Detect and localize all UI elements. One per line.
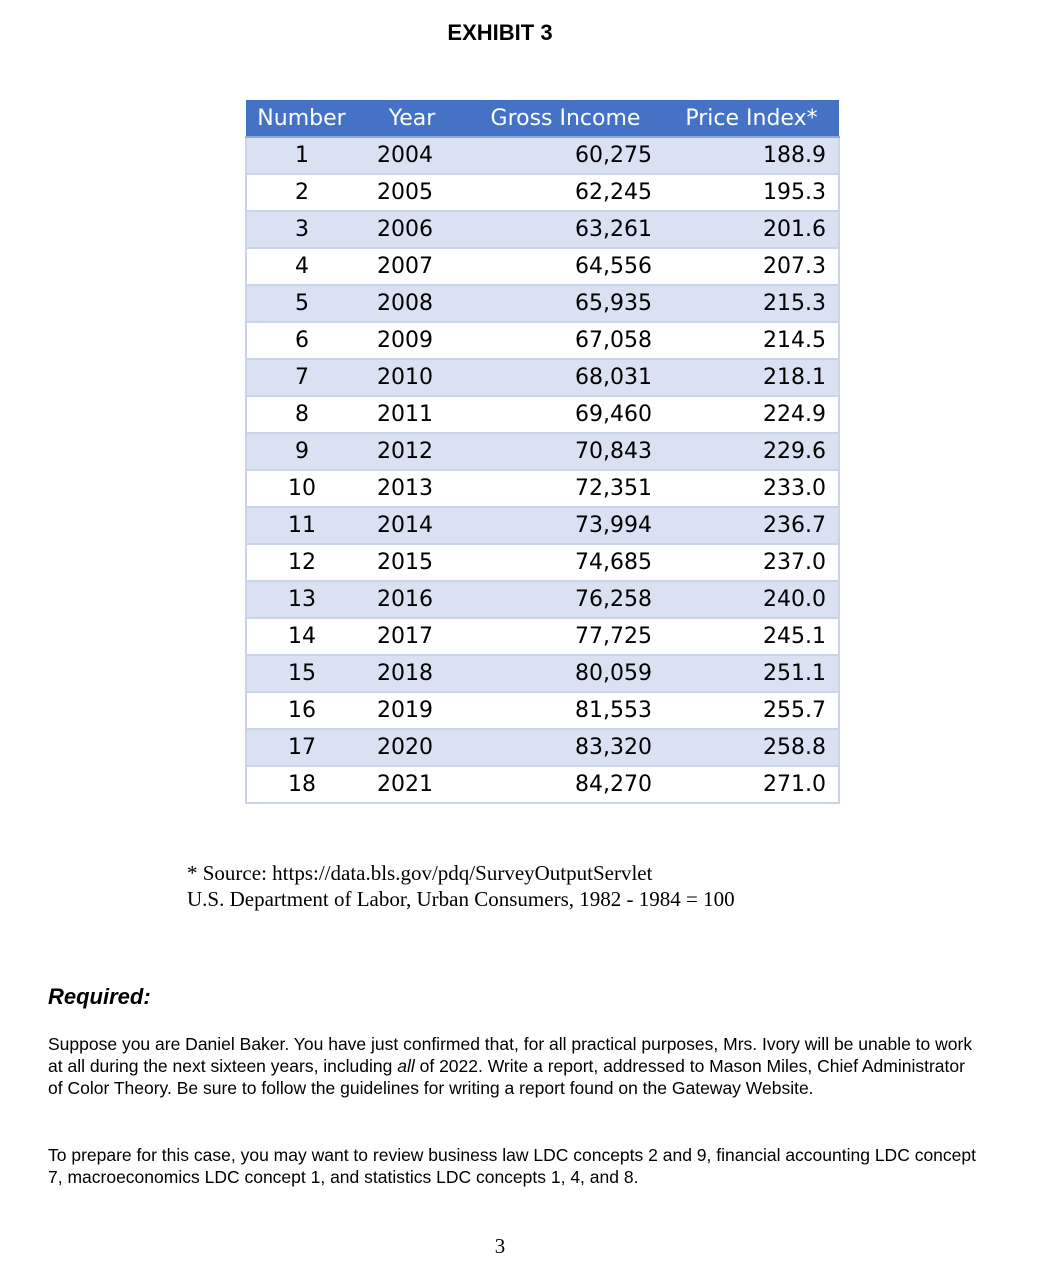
row-gross-income-cell: 68,031 [467,359,664,396]
row-year-cell: 2009 [357,322,467,359]
row-number-cell: 11 [246,507,357,544]
row-year-cell: 2006 [357,211,467,248]
row-gross-income-cell: 76,258 [467,581,664,618]
table-row [246,285,839,322]
row-gross-income-cell: 83,320 [467,729,664,766]
row-year-cell: 2018 [357,655,467,692]
row-year-cell: 2020 [357,729,467,766]
row-number-cell: 9 [246,433,357,470]
exhibit-title: EXHIBIT 3 [447,20,553,45]
table-row [246,211,839,248]
row-year-cell: 2011 [357,396,467,433]
row-price-index-cell: 236.7 [664,507,839,544]
row-gross-income-cell: 62,245 [467,174,664,211]
row-year-cell: 2015 [357,544,467,581]
row-year-cell: 2019 [357,692,467,729]
table-row [246,470,839,507]
row-gross-income-cell: 64,556 [467,248,664,285]
table-row [246,766,839,803]
row-price-index-cell: 195.3 [664,174,839,211]
row-price-index-cell: 240.0 [664,581,839,618]
row-year-cell: 2004 [357,137,467,174]
required-heading: Required: [48,984,151,1009]
row-price-index-cell: 233.0 [664,470,839,507]
row-price-index-cell: 245.1 [664,618,839,655]
row-number-cell: 1 [246,137,357,174]
row-number-cell: 10 [246,470,357,507]
row-gross-income-cell: 69,460 [467,396,664,433]
header-gross-income: Gross Income [467,100,664,137]
table-row [246,322,839,359]
table-row [246,174,839,211]
row-number-cell: 2 [246,174,357,211]
row-number-cell: 18 [246,766,357,803]
table-row [246,544,839,581]
row-price-index-cell: 237.0 [664,544,839,581]
row-number-cell: 17 [246,729,357,766]
row-gross-income-cell: 60,275 [467,137,664,174]
row-price-index-cell: 271.0 [664,766,839,803]
row-number-cell: 13 [246,581,357,618]
source-line-2: U.S. Department of Labor, Urban Consumers, 1982 - 1984 = 100 [187,887,735,911]
row-year-cell: 2013 [357,470,467,507]
row-price-index-cell: 207.3 [664,248,839,285]
row-gross-income-cell: 70,843 [467,433,664,470]
row-year-cell: 2010 [357,359,467,396]
page-number: 3 [494,1234,506,1258]
source-line-1: * Source: https://data.bls.gov/pdq/SurveyOutputServlet [187,861,653,885]
table-body [246,137,839,803]
row-year-cell: 2014 [357,507,467,544]
row-number-cell: 15 [246,655,357,692]
table-row [246,248,839,285]
row-year-cell: 2021 [357,766,467,803]
row-price-index-cell: 188.9 [664,137,839,174]
row-number-cell: 6 [246,322,357,359]
preparation-paragraph: To prepare for this case, you may want to review business law LDC concepts 2 and 9, financial accounting LDC concept 7, macroeconomics LDC concept 1, and statistics LDC concepts 1, 4, and 8. [48,1145,976,1187]
row-price-index-cell: 229.6 [664,433,839,470]
row-number-cell: 16 [246,692,357,729]
row-year-cell: 2007 [357,248,467,285]
assignment-emphasis: all [397,1056,415,1076]
row-price-index-cell: 215.3 [664,285,839,322]
assignment-paragraph [48,1033,978,1099]
table-row [246,655,839,692]
row-price-index-cell: 251.1 [664,655,839,692]
source-note [187,860,735,912]
row-price-index-cell: 218.1 [664,359,839,396]
row-year-cell: 2005 [357,174,467,211]
row-gross-income-cell: 65,935 [467,285,664,322]
income-price-table [245,100,840,804]
row-gross-income-cell: 81,553 [467,692,664,729]
row-price-index-cell: 258.8 [664,729,839,766]
table-row [246,507,839,544]
table-row [246,618,839,655]
row-price-index-cell: 224.9 [664,396,839,433]
row-gross-income-cell: 84,270 [467,766,664,803]
row-year-cell: 2017 [357,618,467,655]
row-gross-income-cell: 77,725 [467,618,664,655]
row-number-cell: 5 [246,285,357,322]
table-row [246,433,839,470]
table-header-row [246,100,839,137]
row-gross-income-cell: 74,685 [467,544,664,581]
row-number-cell: 8 [246,396,357,433]
row-year-cell: 2012 [357,433,467,470]
row-number-cell: 4 [246,248,357,285]
row-number-cell: 3 [246,211,357,248]
table-row [246,729,839,766]
row-price-index-cell: 255.7 [664,692,839,729]
table-row [246,396,839,433]
header-year: Year [357,100,467,137]
row-number-cell: 12 [246,544,357,581]
row-gross-income-cell: 63,261 [467,211,664,248]
header-number: Number [246,100,357,137]
row-number-cell: 14 [246,618,357,655]
table-row [246,137,839,174]
assignment-text-part1: Suppose you are Daniel Baker. You have just confirmed that, for all practical purposes, Mrs. Ivory will be unable to work at all during the next sixteen years, including [48,1034,973,1076]
table-row [246,359,839,396]
row-gross-income-cell: 80,059 [467,655,664,692]
assignment-text-part2: of 2022. Write a report, addressed to Mason Miles, Chief Administrator of Color Theory. Be sure to follow the guidelines for writing a report found on the Gateway Website. [48,1056,965,1098]
table-row [246,692,839,729]
table-row [246,581,839,618]
row-price-index-cell: 214.5 [664,322,839,359]
row-year-cell: 2008 [357,285,467,322]
row-number-cell: 7 [246,359,357,396]
row-price-index-cell: 201.6 [664,211,839,248]
row-gross-income-cell: 73,994 [467,507,664,544]
row-gross-income-cell: 72,351 [467,470,664,507]
row-year-cell: 2016 [357,581,467,618]
header-price-index: Price Index* [664,100,839,137]
row-gross-income-cell: 67,058 [467,322,664,359]
